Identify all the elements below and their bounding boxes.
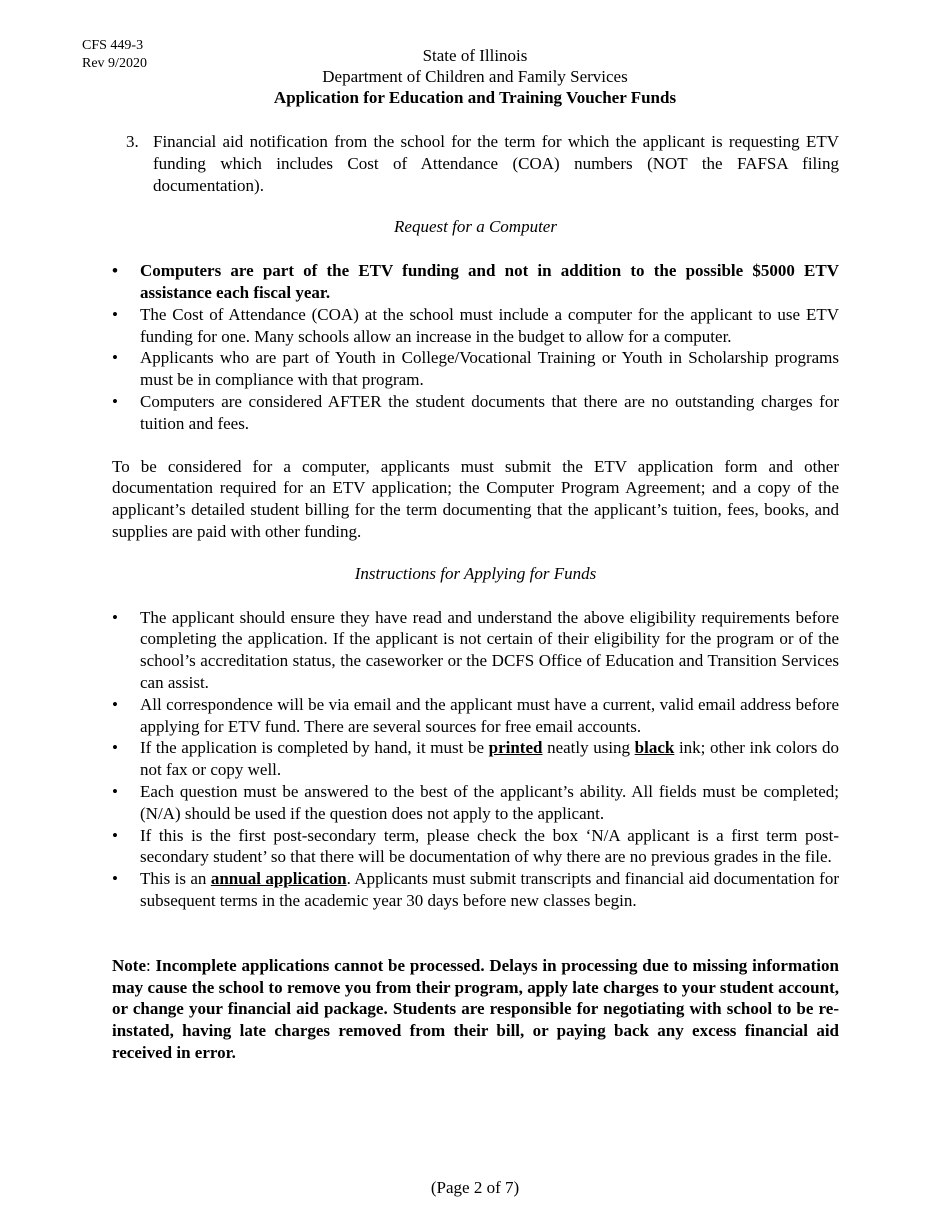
computer-section-title: Request for a Computer (394, 217, 557, 237)
emphasis-printed: printed (488, 738, 543, 758)
document-header (0, 45, 950, 108)
text-span: neatly using (542, 738, 635, 758)
emphasis-annual-application: annual application (210, 869, 347, 889)
list-item: • All correspondence will be via email and the applicant must have a current, valid email address before applying for ETV fund. There are several sources for free email accounts. (112, 694, 839, 738)
list-item: • Computers are part of the ETV funding and not in addition to the possible $5000 ETV assistance each fiscal year. (112, 260, 839, 304)
document-body (112, 131, 839, 1064)
text-span: ink; other ink colors do not fax or copy well. (140, 738, 839, 780)
list-item: • Applicants who are part of Youth in College/Vocational Training or Youth in Scholarship programs must be in compliance with that program. (112, 347, 839, 391)
emphasis-black: black (634, 738, 675, 758)
text-span: This is an (140, 869, 211, 889)
item-number: 3. (126, 132, 139, 151)
list-item (112, 737, 839, 781)
computer-paragraph: To be considered for a computer, applicants must submit the ETV application form and other documentation required for an ETV application; the Computer Program Agreement; and a copy of the applicant’s detailed student billing for the term documenting that the applicant’s tuition, fees, books, and supplies are paid with other funding. (112, 456, 839, 541)
list-item: • Each question must be answered to the best of the applicant’s ability. All fields must be completed; (N/A) should be used if the question does not apply to the applicant. (112, 781, 839, 825)
list-item: • If this is the first post-secondary term, please check the box ‘N/A applicant is a first term post-secondary student’ so that there will be documentation of why there are no previous grades in the file. (112, 825, 839, 869)
header-state: State of Illinois (422, 46, 528, 65)
item-text: Financial aid notification from the school for the term for which the applicant is requesting ETV funding which includes Cost of Attendance (COA) numbers (NOT the FAFSA filing documentation). (153, 132, 839, 195)
list-item (112, 868, 839, 912)
note-label: Note (112, 955, 146, 975)
list-item: • Computers are considered AFTER the student documents that there are no outstanding charges for tuition and fees. (112, 391, 839, 435)
note-separator: : (145, 955, 156, 975)
instructions-bullet-list (112, 607, 839, 912)
list-item: • The applicant should ensure they have read and understand the above eligibility requirements before completing the application. If the applicant is not certain of their eligibility for the program or of the school’s accreditation status, the caseworker or the DCFS Office of Education and Transition Services can assist. (112, 607, 839, 694)
text-span: If the application is completed by hand, it must be (140, 738, 489, 758)
numbered-item-3 (126, 131, 839, 196)
list-item: • The Cost of Attendance (COA) at the school must include a computer for the applicant to use ETV funding for one. Many schools allow an increase in the budget to allow for a computer. (112, 304, 839, 348)
note-text: Incomplete applications cannot be processed. Delays in processing due to missing information may cause the school to remove you from their program, apply late charges to your student account, or change your financial aid package. Students are responsible for negotiating with school to be re-instated, having late charges removed from their bill, or paying back any excess financial aid received in error. (112, 955, 839, 1062)
form-revision: Rev 9/2020 (82, 56, 147, 71)
note-paragraph (112, 955, 839, 1064)
instructions-section-title: Instructions for Applying for Funds (354, 563, 597, 583)
computer-bullet-list (112, 260, 839, 434)
form-code: CFS 449-3 (82, 38, 144, 53)
document-title: Application for Education and Training Voucher Funds (273, 88, 677, 107)
text-span: . Applicants must submit transcripts and financial aid documentation for subsequent terms in the academic year 30 days before new classes begin. (140, 869, 840, 910)
header-department: Department of Children and Family Services (322, 67, 628, 86)
page-number: (Page 2 of 7) (430, 1178, 520, 1197)
